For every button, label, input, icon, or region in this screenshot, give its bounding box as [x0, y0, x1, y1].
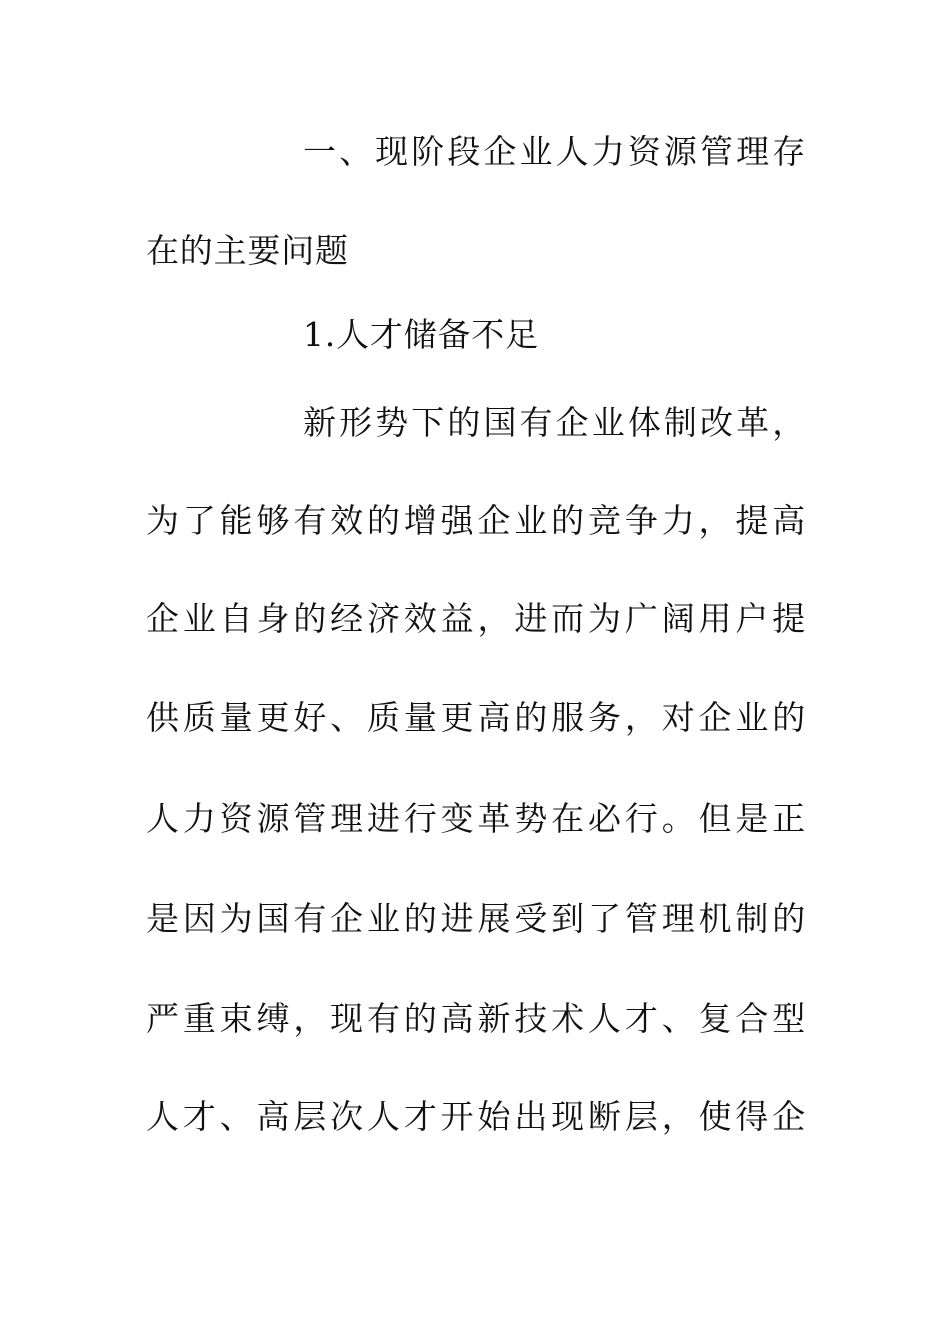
paragraph-line-4: 供质量更好、质量更高的服务，对企业的 — [146, 698, 806, 737]
section-heading-line-2: 在的主要问题 — [146, 231, 349, 270]
paragraph-line-5: 人力资源管理进行变革势在必行。但是正 — [146, 799, 806, 838]
section-heading-line-1: 一、现阶段企业人力资源管理存 — [303, 132, 806, 171]
paragraph-line-3: 企业自身的经济效益，进而为广阔用户提 — [146, 599, 806, 638]
paragraph-line-1: 新形势下的国有企业体制改革， — [303, 403, 806, 442]
paragraph-line-7: 严重束缚，现有的高新技术人才、复合型 — [146, 999, 806, 1038]
paragraph-line-2: 为了能够有效的增强企业的竞争力，提高 — [146, 501, 806, 540]
paragraph-line-6: 是因为国有企业的进展受到了管理机制的 — [146, 899, 806, 938]
subheading: 1.人才储备不足 — [303, 315, 539, 354]
paragraph-line-8: 人才、高层次人才开始出现断层，使得企 — [146, 1097, 806, 1136]
